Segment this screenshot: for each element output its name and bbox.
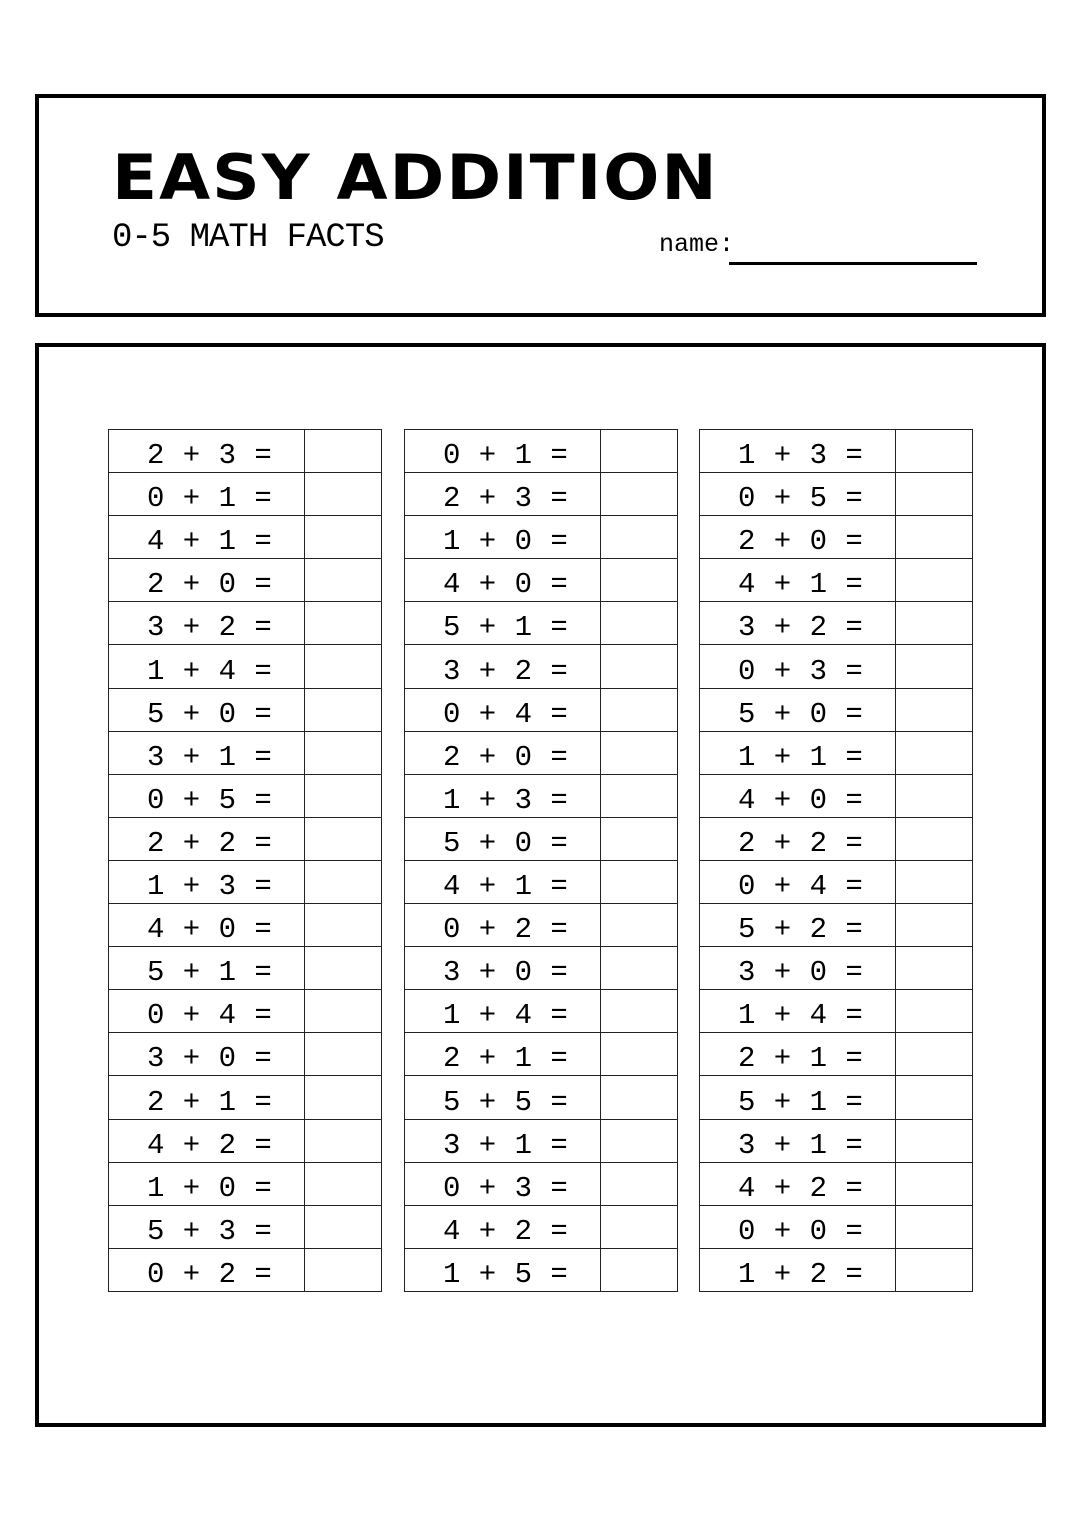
- problem-row: [405, 1076, 678, 1119]
- problem-row: [405, 1162, 678, 1205]
- answer-box[interactable]: [896, 1119, 973, 1162]
- answer-box[interactable]: [305, 860, 382, 903]
- problem-row: [109, 516, 382, 559]
- problem-text: 5 + 5 =: [405, 1076, 601, 1119]
- problem-text: 0 + 4 =: [405, 688, 601, 731]
- problem-text: 0 + 1 =: [405, 430, 601, 473]
- answer-box[interactable]: [896, 904, 973, 947]
- answer-box[interactable]: [896, 559, 973, 602]
- answer-box[interactable]: [305, 688, 382, 731]
- problem-row: [405, 1033, 678, 1076]
- answer-box[interactable]: [305, 430, 382, 473]
- problem-row: [109, 860, 382, 903]
- answer-box[interactable]: [896, 731, 973, 774]
- problem-text: 5 + 1 =: [109, 947, 305, 990]
- answer-box[interactable]: [305, 1033, 382, 1076]
- problem-text: 4 + 1 =: [700, 559, 896, 602]
- problem-text: 2 + 3 =: [405, 473, 601, 516]
- problem-row: [700, 860, 973, 903]
- problem-text: 1 + 0 =: [405, 516, 601, 559]
- problem-row: [700, 1162, 973, 1205]
- answer-box[interactable]: [896, 1162, 973, 1205]
- problem-row: [405, 774, 678, 817]
- answer-box[interactable]: [601, 430, 678, 473]
- problem-row: [109, 1162, 382, 1205]
- problem-text: 2 + 0 =: [700, 516, 896, 559]
- problem-row: [700, 774, 973, 817]
- problem-text: 1 + 4 =: [109, 645, 305, 688]
- problem-row: [700, 1119, 973, 1162]
- problem-text: 4 + 0 =: [405, 559, 601, 602]
- problem-text: 0 + 0 =: [700, 1205, 896, 1248]
- answer-box[interactable]: [305, 602, 382, 645]
- answer-box[interactable]: [305, 990, 382, 1033]
- problem-row: [109, 602, 382, 645]
- problem-row: [405, 1205, 678, 1248]
- problem-text: 3 + 1 =: [109, 731, 305, 774]
- problem-row: [700, 1205, 973, 1248]
- problem-text: 1 + 4 =: [405, 990, 601, 1033]
- problem-text: 3 + 2 =: [700, 602, 896, 645]
- problem-row: [700, 602, 973, 645]
- answer-box[interactable]: [896, 473, 973, 516]
- answer-box[interactable]: [601, 688, 678, 731]
- problem-row: [109, 1205, 382, 1248]
- answer-box[interactable]: [305, 1162, 382, 1205]
- problem-row: [405, 430, 678, 473]
- answer-box[interactable]: [305, 645, 382, 688]
- problem-text: 0 + 5 =: [109, 774, 305, 817]
- problem-row: [405, 688, 678, 731]
- problem-row: [109, 1119, 382, 1162]
- problem-row: [405, 947, 678, 990]
- problem-column-2: [404, 429, 678, 1292]
- problem-text: 0 + 2 =: [405, 904, 601, 947]
- answer-box[interactable]: [305, 473, 382, 516]
- answer-box[interactable]: [305, 904, 382, 947]
- problem-row: [700, 731, 973, 774]
- problem-row: [109, 645, 382, 688]
- problem-text: 0 + 3 =: [700, 645, 896, 688]
- problem-text: 4 + 1 =: [109, 516, 305, 559]
- answer-box[interactable]: [601, 1076, 678, 1119]
- answer-box[interactable]: [601, 602, 678, 645]
- answer-box[interactable]: [305, 947, 382, 990]
- answer-box[interactable]: [601, 559, 678, 602]
- answer-box[interactable]: [601, 1119, 678, 1162]
- answer-box[interactable]: [305, 731, 382, 774]
- problem-row: [405, 817, 678, 860]
- answer-box[interactable]: [601, 473, 678, 516]
- problem-row: [700, 1076, 973, 1119]
- problem-row: [700, 473, 973, 516]
- problem-text: 0 + 1 =: [109, 473, 305, 516]
- answer-box[interactable]: [305, 516, 382, 559]
- answer-box[interactable]: [305, 774, 382, 817]
- problem-row: [405, 860, 678, 903]
- answer-box[interactable]: [601, 1248, 678, 1291]
- problem-text: 5 + 1 =: [405, 602, 601, 645]
- problem-row: [109, 1248, 382, 1291]
- answer-box[interactable]: [896, 1076, 973, 1119]
- problem-text: 4 + 0 =: [700, 774, 896, 817]
- problem-text: 4 + 0 =: [109, 904, 305, 947]
- problem-row: [109, 990, 382, 1033]
- answer-box[interactable]: [601, 516, 678, 559]
- answer-box[interactable]: [601, 731, 678, 774]
- problem-row: [109, 688, 382, 731]
- answer-box[interactable]: [896, 430, 973, 473]
- problem-row: [405, 473, 678, 516]
- problem-row: [700, 559, 973, 602]
- problem-text: 5 + 3 =: [109, 1205, 305, 1248]
- answer-box[interactable]: [601, 947, 678, 990]
- problem-row: [109, 559, 382, 602]
- problem-text: 4 + 2 =: [405, 1205, 601, 1248]
- problem-text: 3 + 0 =: [109, 1033, 305, 1076]
- problem-text: 1 + 3 =: [700, 430, 896, 473]
- problem-row: [405, 602, 678, 645]
- problem-text: 5 + 0 =: [405, 817, 601, 860]
- problem-text: 4 + 2 =: [109, 1119, 305, 1162]
- problem-row: [700, 1248, 973, 1291]
- answer-box[interactable]: [305, 1205, 382, 1248]
- name-label: name:: [659, 230, 735, 259]
- answer-box[interactable]: [601, 817, 678, 860]
- problem-text: 1 + 3 =: [405, 774, 601, 817]
- answer-box[interactable]: [601, 645, 678, 688]
- answer-box[interactable]: [305, 817, 382, 860]
- problem-row: [700, 1033, 973, 1076]
- answer-box[interactable]: [601, 904, 678, 947]
- problem-row: [109, 817, 382, 860]
- answer-box[interactable]: [896, 602, 973, 645]
- problem-text: 0 + 4 =: [109, 990, 305, 1033]
- problem-row: [405, 904, 678, 947]
- problem-text: 5 + 2 =: [700, 904, 896, 947]
- problem-column-3: [699, 429, 973, 1292]
- answer-box[interactable]: [896, 645, 973, 688]
- name-field[interactable]: [729, 262, 977, 265]
- answer-box[interactable]: [896, 1033, 973, 1076]
- problem-row: [405, 731, 678, 774]
- problem-text: 2 + 2 =: [109, 817, 305, 860]
- problem-row: [109, 774, 382, 817]
- answer-box[interactable]: [896, 688, 973, 731]
- problem-row: [405, 1119, 678, 1162]
- problem-row: [405, 645, 678, 688]
- problem-text: 3 + 2 =: [109, 602, 305, 645]
- problem-text: 3 + 0 =: [700, 947, 896, 990]
- answer-box[interactable]: [601, 1162, 678, 1205]
- problem-row: [700, 904, 973, 947]
- problem-row: [405, 559, 678, 602]
- problem-row: [109, 1076, 382, 1119]
- problem-text: 2 + 1 =: [109, 1076, 305, 1119]
- problem-text: 1 + 4 =: [700, 990, 896, 1033]
- problem-text: 2 + 2 =: [700, 817, 896, 860]
- problem-text: 2 + 1 =: [700, 1033, 896, 1076]
- worksheet-subtitle: 0-5 MATH FACTS: [112, 219, 384, 257]
- problem-row: [405, 1248, 678, 1291]
- problem-text: 2 + 0 =: [405, 731, 601, 774]
- problem-text: 2 + 0 =: [109, 559, 305, 602]
- problem-text: 1 + 5 =: [405, 1248, 601, 1291]
- answer-box[interactable]: [896, 990, 973, 1033]
- answer-box[interactable]: [896, 516, 973, 559]
- answer-box[interactable]: [896, 860, 973, 903]
- problem-text: 3 + 1 =: [405, 1119, 601, 1162]
- problem-text: 4 + 2 =: [700, 1162, 896, 1205]
- answer-box[interactable]: [305, 1076, 382, 1119]
- answer-box[interactable]: [601, 990, 678, 1033]
- problem-row: [405, 516, 678, 559]
- answer-box[interactable]: [896, 774, 973, 817]
- problem-row: [700, 947, 973, 990]
- problem-text: 0 + 3 =: [405, 1162, 601, 1205]
- problem-row: [700, 430, 973, 473]
- answer-box[interactable]: [305, 559, 382, 602]
- problem-row: [109, 1033, 382, 1076]
- answer-box[interactable]: [601, 1205, 678, 1248]
- worksheet-title: EASY ADDITION: [112, 141, 719, 215]
- problem-row: [405, 990, 678, 1033]
- problem-text: 2 + 1 =: [405, 1033, 601, 1076]
- answer-box[interactable]: [896, 1248, 973, 1291]
- answer-box[interactable]: [896, 817, 973, 860]
- answer-box[interactable]: [305, 1248, 382, 1291]
- problem-row: [109, 473, 382, 516]
- problem-row: [109, 731, 382, 774]
- problem-text: 4 + 1 =: [405, 860, 601, 903]
- problem-text: 5 + 0 =: [109, 688, 305, 731]
- problem-row: [700, 516, 973, 559]
- problem-text: 1 + 1 =: [700, 731, 896, 774]
- problem-text: 0 + 2 =: [109, 1248, 305, 1291]
- problem-text: 2 + 3 =: [109, 430, 305, 473]
- problem-text: 3 + 1 =: [700, 1119, 896, 1162]
- problem-row: [109, 947, 382, 990]
- answer-box[interactable]: [896, 1205, 973, 1248]
- answer-box[interactable]: [305, 1119, 382, 1162]
- problem-column-1: [108, 429, 382, 1292]
- problem-text: 0 + 4 =: [700, 860, 896, 903]
- problem-row: [109, 904, 382, 947]
- problem-row: [700, 817, 973, 860]
- answer-box[interactable]: [601, 1033, 678, 1076]
- problem-text: 5 + 0 =: [700, 688, 896, 731]
- problem-text: 1 + 2 =: [700, 1248, 896, 1291]
- problem-row: [109, 430, 382, 473]
- problem-text: 1 + 3 =: [109, 860, 305, 903]
- answer-box[interactable]: [601, 774, 678, 817]
- answer-box[interactable]: [601, 860, 678, 903]
- problem-row: [700, 688, 973, 731]
- problem-text: 3 + 0 =: [405, 947, 601, 990]
- problem-text: 3 + 2 =: [405, 645, 601, 688]
- problem-row: [700, 990, 973, 1033]
- answer-box[interactable]: [896, 947, 973, 990]
- problem-text: 1 + 0 =: [109, 1162, 305, 1205]
- header-panel: [35, 94, 1046, 317]
- problem-text: 0 + 5 =: [700, 473, 896, 516]
- problem-text: 5 + 1 =: [700, 1076, 896, 1119]
- problem-row: [700, 645, 973, 688]
